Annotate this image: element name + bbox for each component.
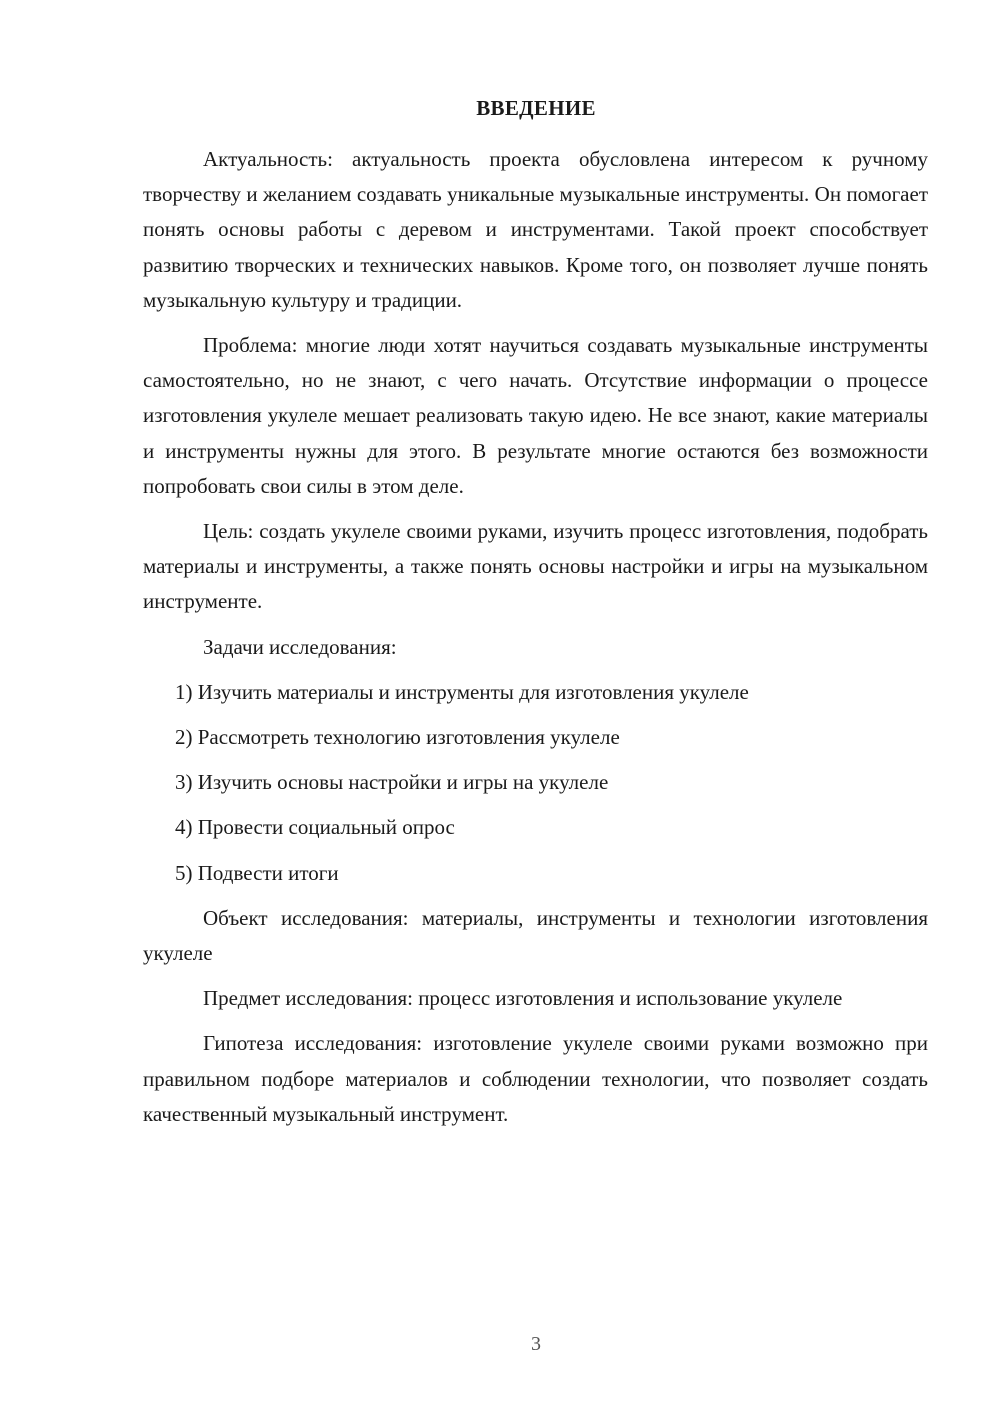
goal-paragraph: Цель: создать укулеле своими руками, изучить процесс изготовления, подобрать материалы и инструменты, а также понять основы настройки и игры на музыкальном инструменте. [143, 519, 928, 614]
list-item: 4) Провести социальный опрос [175, 815, 455, 840]
list-item: 1) Изучить материалы и инструменты для изготовления укулеле [175, 679, 749, 704]
object-paragraph: Объект исследования: материалы, инструменты и технологии изготовления укулеле [143, 905, 928, 966]
list-item: 5) Подвести итоги [175, 860, 339, 885]
problem-paragraph: Проблема: многие люди хотят научиться создавать музыкальные инструменты самостоятельно, но не знают, с чего начать. Отсутствие информации о процессе изготовления укулеле мешает реализовать такую идею. Не все знают, какие материалы и инструменты нужны для этого. В результате многие остаются без возможности попробовать свои силы в этом деле. [143, 333, 928, 498]
list-item: 2) Рассмотреть технологию изготовления укулеле [175, 725, 620, 750]
hypothesis-paragraph: Гипотеза исследования: изготовление укулеле своими руками возможно при правильном подборе материалов и соблюдении технологии, что позволяет создать качественный музыкальный инструмент. [143, 1031, 928, 1126]
page-title: ВВЕДЕНИЕ [476, 96, 596, 120]
page-number: 3 [531, 1333, 541, 1355]
tasks-label: Задачи исследования: [203, 634, 397, 659]
document-body [143, 142, 928, 1142]
relevance-paragraph: Актуальность: актуальность проекта обусловлена интересом к ручному творчеству и желанием создавать уникальные музыкальные инструменты. Он помогает понять основы работы с деревом и инструментами. Такой проект способствует развитию творческих и технических навыков. Кроме того, он позволяет лучше понять музыкальную культуру и традиции. [143, 147, 928, 312]
subject-paragraph: Предмет исследования: процесс изготовления и использование укулеле [203, 986, 843, 1011]
tasks-list [143, 675, 928, 891]
list-item: 3) Изучить основы настройки и игры на укулеле [175, 770, 609, 795]
